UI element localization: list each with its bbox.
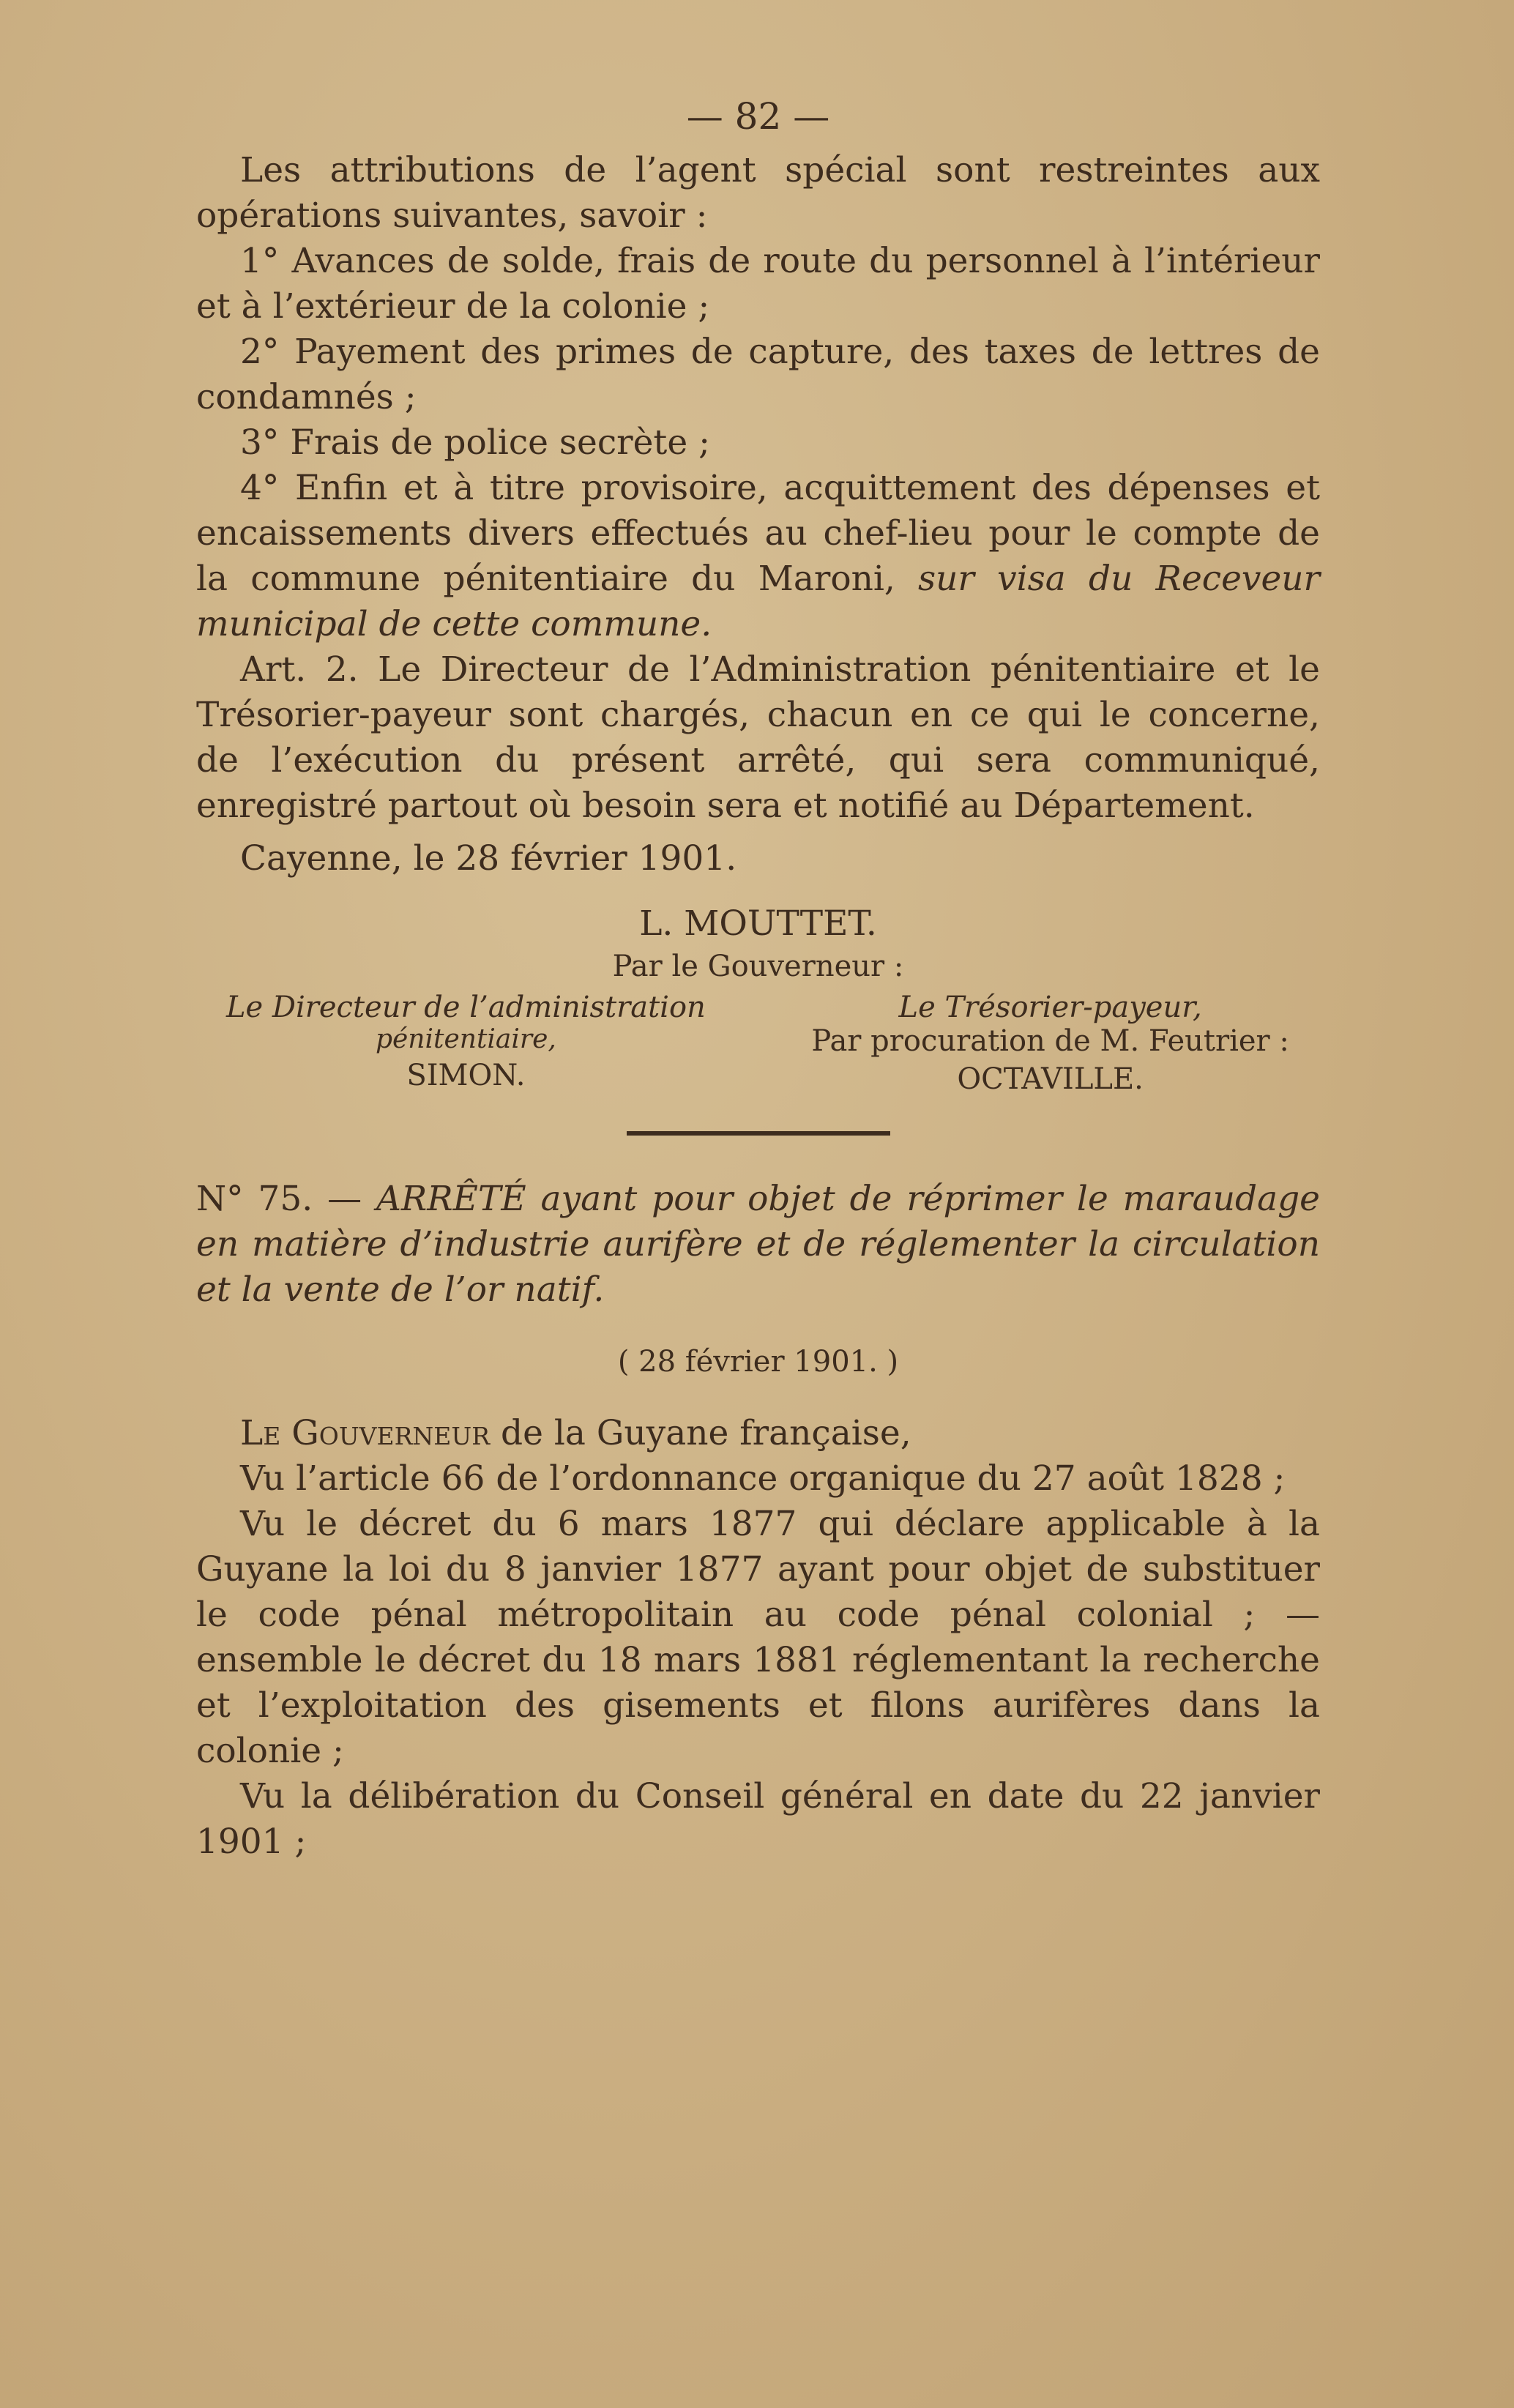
signature-right — [780, 991, 1320, 1096]
signature-columns — [196, 991, 1320, 1096]
arrete-number: N° 75. — — [196, 1179, 376, 1219]
consideration: Vu l’article 66 de l’ordonnance organique du 27 août 1828 ; — [240, 1458, 1286, 1499]
left-role-2: pénitentiaire, — [375, 1024, 556, 1054]
consideration: Vu la délibération du Conseil général en date du 22 janvier 1901 ; — [196, 1776, 1320, 1862]
document-page — [196, 95, 1320, 1865]
governor-prefix: Le Gouverneur — [240, 1413, 491, 1453]
signature-left — [196, 991, 736, 1096]
arrete-date: ( 28 février 1901. ) — [617, 1345, 899, 1379]
list-item: 1° Avances de solde, frais de route du personnel à l’intérieur et à l’extérieur de la colonie ; — [196, 241, 1320, 327]
item4-italic: sur visa du Receveur municipal de cette commune. — [196, 559, 1320, 644]
left-role: Le Directeur de l’administration — [225, 991, 706, 1024]
left-name: SIMON. — [406, 1059, 526, 1092]
list-item: 3° Frais de police secrète ; — [240, 422, 710, 463]
section-divider — [627, 1131, 890, 1136]
list-item — [196, 466, 1320, 647]
arrete-heading — [196, 1177, 1320, 1313]
arrete-title: ARRÊTÉ ayant pour objet de réprimer le maraudage en matière d’industrie aurifère et de réglementer la circulation et la vente de l’or natif. — [196, 1179, 1320, 1310]
list-item: 2° Payement des primes de capture, des taxes de lettres de condamnés ; — [196, 332, 1320, 417]
article-2: Art. 2. Le Directeur de l’Administration pénitentiaire et le Trésorier-payeur sont chargés, chacun en ce qui le concerne, de l’exécution du présent arrêté, qui sera communiqué, enregistré partout où besoin sera et notifié au Département. — [196, 649, 1320, 826]
item4-text: 4° Enfin et à titre provisoire, acquittement des dépenses et encaissements divers effectués au chef-lieu pour le compte de la commune pénitentiaire du Maroni, — [196, 468, 1320, 599]
right-role: Le Trésorier-payeur, — [898, 991, 1202, 1024]
signature-by-governor: Par le Gouverneur : — [612, 950, 904, 983]
date-line: Cayenne, le 28 février 1901. — [240, 838, 737, 879]
governor-line — [196, 1411, 1320, 1456]
paragraph: Les attributions de l’agent spécial sont restreintes aux opérations suivantes, savoir : — [196, 150, 1320, 236]
right-name: OCTAVILLE. — [957, 1062, 1144, 1096]
page-number: — 82 — — [686, 95, 830, 138]
right-proxy: Par procuration de M. Feutrier : — [811, 1024, 1289, 1058]
signature-name: L. MOUTTET. — [639, 903, 877, 944]
consideration: Vu le décret du 6 mars 1877 qui déclare applicable à la Guyane la loi du 8 janvier 1877 ayant pour objet de substituer le code pénal métropolitain au code pénal colonial ; — ensemble le décret du 18 mars 1881 réglementant la recherche et l’exploitation des gisements et filons aurifères dans la colonie ; — [196, 1504, 1320, 1771]
governor-suffix: de la Guyane française, — [490, 1413, 911, 1453]
